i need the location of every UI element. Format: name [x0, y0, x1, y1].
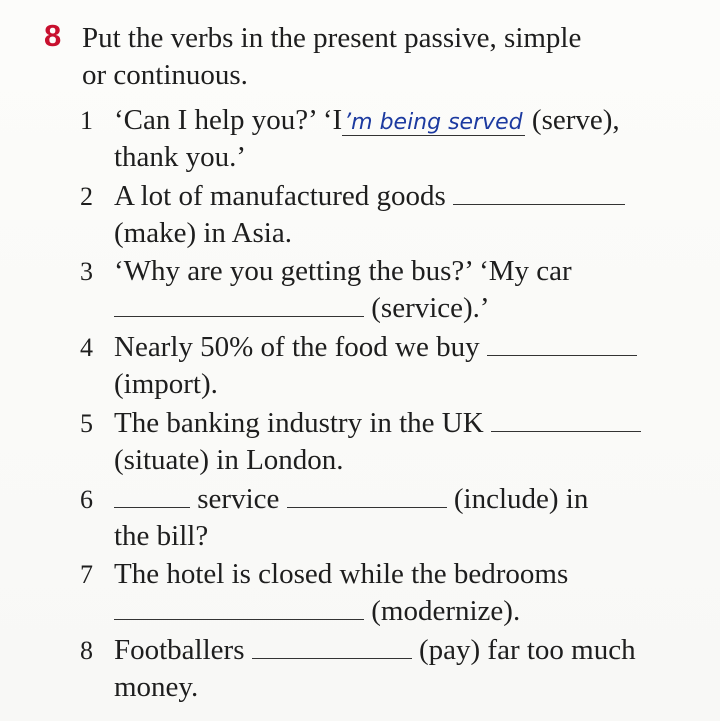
instruction-line-1: Put the verbs in the present passive, simple: [82, 22, 582, 54]
item-text: The hotel is closed while the bedrooms: [114, 558, 569, 590]
answer-field[interactable]: ’m being served: [344, 110, 523, 135]
item-number: 6: [80, 485, 93, 514]
item-text-line-2: thank you.’: [114, 141, 247, 173]
answer-blank[interactable]: [114, 597, 364, 620]
item-prompt: service: [197, 483, 280, 515]
item-text: ‘Why are you getting the bus?’ ‘My car: [114, 255, 572, 287]
item-number: 3: [80, 257, 93, 286]
item-text: [114, 102, 704, 141]
item-number: 4: [80, 333, 93, 362]
answer-blank[interactable]: [487, 333, 637, 356]
item-prompt: Footballers: [114, 634, 245, 666]
item-prompt: The banking industry in the UK: [114, 407, 484, 439]
item-text-line-2: (import).: [114, 368, 218, 400]
item-number: 2: [80, 182, 93, 211]
item-text-line-2: the bill?: [114, 520, 209, 552]
instruction-line-2: or continuous.: [82, 59, 248, 91]
exercise-instruction: [82, 20, 682, 94]
item-text: [114, 178, 704, 215]
item-text-line-2: (make) in Asia.: [114, 217, 292, 249]
item-prompt: Nearly 50% of the food we buy: [114, 331, 480, 363]
item-verb-hint: (pay) far too much: [419, 634, 636, 666]
item-verb-hint: (service).’: [371, 292, 490, 324]
answer-blank-1[interactable]: [114, 485, 190, 508]
item-number: 5: [80, 409, 93, 438]
answer-blank[interactable]: [252, 636, 412, 659]
item-verb-hint: (serve),: [524, 104, 620, 136]
answer-blank-2[interactable]: [287, 485, 447, 508]
item-number: 1: [80, 106, 93, 135]
answer-blank[interactable]: [491, 409, 641, 432]
exercise-number: 8: [44, 18, 62, 53]
item-number: 7: [80, 560, 93, 589]
item-verb-hint: (modernize).: [371, 595, 521, 627]
item-text-line-2: (situate) in London.: [114, 444, 344, 476]
item-text: [114, 329, 704, 366]
item-text-line-2: money.: [114, 671, 199, 703]
item-text: [114, 632, 704, 669]
item-number: 8: [80, 636, 93, 665]
item-text: [114, 481, 704, 518]
item-prompt: A lot of manufactured goods: [114, 180, 446, 212]
item-prompt: ‘Can I help you?’ ‘I: [114, 104, 343, 136]
item-text: [114, 405, 704, 442]
answer-blank[interactable]: [114, 294, 364, 317]
item-verb-hint: (include) in: [453, 483, 589, 515]
item-text-line-2: [114, 593, 520, 630]
item-text-line-2: [114, 290, 490, 327]
answer-blank[interactable]: [453, 182, 625, 205]
